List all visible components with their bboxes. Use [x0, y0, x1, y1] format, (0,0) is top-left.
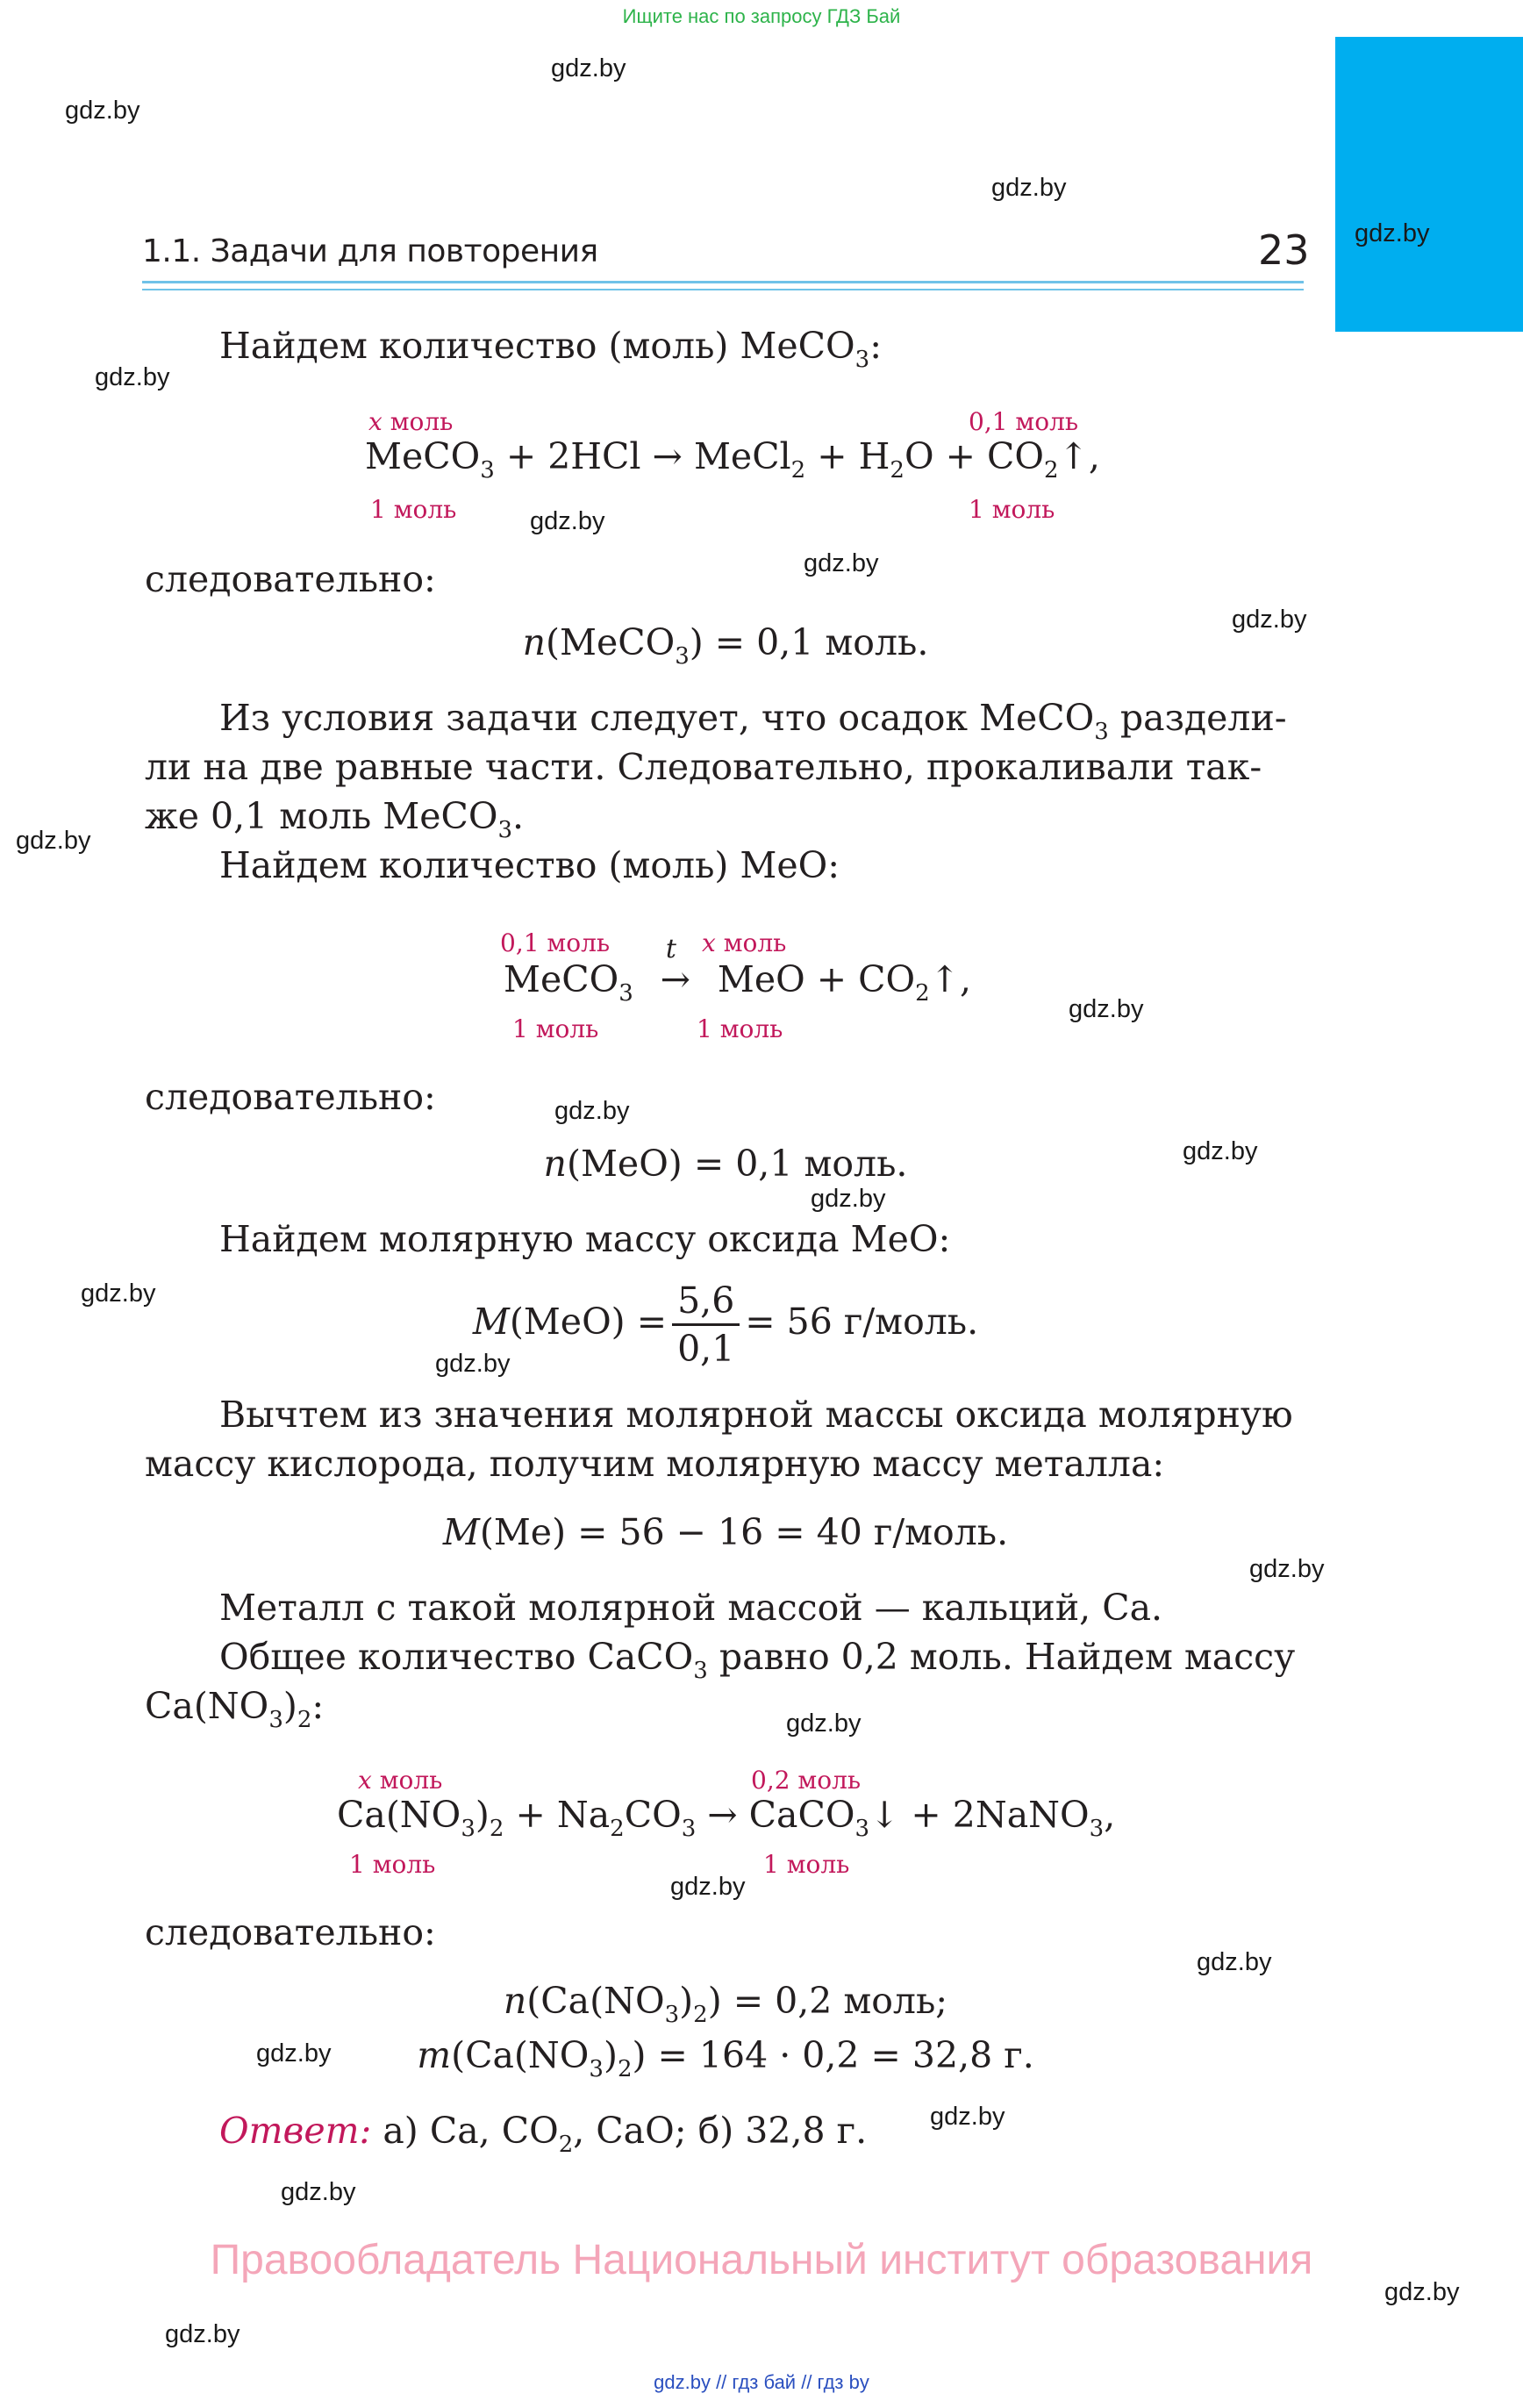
answer: Ответ: а) Ca, $CO_2$, CaO; б) 32,8 г. — [219, 2110, 868, 2158]
watermark: gdz.by — [81, 1279, 156, 1308]
watermark: gdz.by — [16, 827, 91, 855]
mol-label: 1 моль — [697, 1014, 783, 1043]
watermark: gdz.by — [1355, 219, 1430, 247]
header-rule — [142, 289, 1304, 290]
watermark: gdz.by — [1249, 1555, 1325, 1583]
page-number: 23 — [1258, 226, 1310, 274]
running-header-title: 1.1. Задачи для повторения — [142, 233, 598, 269]
answer-label: Ответ: — [219, 2110, 372, 2152]
mol-label: x моль — [368, 407, 454, 436]
footer-links[interactable]: gdz.by // гдз бай // гдз by — [654, 2371, 869, 2393]
result-equation: n(MeO) = 0,1 моль. — [543, 1143, 908, 1185]
paragraph: ли на две равные части. Следовательно, прокаливали так- — [145, 746, 1262, 788]
watermark: gdz.by — [281, 2178, 356, 2206]
paragraph: Найдем количество (моль) MeCO$_3$: — [219, 325, 883, 373]
result-equation: n(MeCO$_3$) = 0,1 моль. — [522, 621, 929, 670]
paragraph: Найдем молярную массу оксида MeO: — [219, 1218, 951, 1260]
reaction-equation: MeCO$_3$ + 2HCl → MeCl$_2$ + $H_2O$ + $CO_2↑$, — [365, 435, 1100, 484]
result-equation: M(MeO) = $\frac{5,6}{0,1}$ = 56 г/моль. — [472, 1279, 979, 1370]
header-rule — [142, 281, 1304, 283]
watermark: gdz.by — [435, 1350, 511, 1378]
result-equation: $n(Ca(NO_3)_2) = 0,2$ моль; — [503, 1980, 948, 2028]
mol-label: 1 моль — [763, 1850, 850, 1879]
watermark: gdz.by — [811, 1185, 886, 1213]
copyright-notice: Правообладатель Национальный институт образования — [210, 2237, 1313, 2283]
watermark: gdz.by — [554, 1097, 630, 1125]
reaction-equation: $Ca(NO_3)_2 + Na_2CO_3$ → CaCO$_3$↓ + 2NaNO$_3$, — [337, 1794, 1116, 1842]
watermark: gdz.by — [1069, 995, 1144, 1023]
paragraph: массу кислорода, получим молярную массу металла: — [145, 1443, 1165, 1485]
watermark: gdz.by — [1232, 606, 1307, 634]
watermark: gdz.by — [551, 54, 626, 82]
paragraph: следовательно: — [145, 1076, 436, 1118]
mol-label: 1 моль — [969, 495, 1055, 524]
chapter-tab — [1335, 37, 1523, 332]
mol-label: 0,1 моль — [969, 407, 1079, 436]
mol-label: 1 моль — [512, 1014, 599, 1043]
result-equation: $m(Ca(NO_3)_2) = 164 \cdot 0,2 = 32,8$ г. — [417, 2034, 1034, 2082]
mol-label: x моль — [358, 1766, 443, 1795]
paragraph: следовательно: — [145, 558, 436, 600]
reaction-equation: MeCO$_3$ → t MeO + $CO_2↑$, — [504, 934, 972, 1007]
watermark: gdz.by — [530, 507, 605, 535]
mol-label: x моль — [702, 928, 787, 957]
paragraph: Общее количество CaCO$_3$ равно 0,2 моль. Найдем массу — [219, 1636, 1296, 1684]
watermark: gdz.by — [65, 97, 140, 125]
paragraph: же 0,1 моль MeCO$_3$. — [145, 795, 525, 843]
paragraph: $Ca(NO_3)_2$: — [145, 1685, 325, 1733]
watermark: gdz.by — [256, 2039, 332, 2068]
watermark: gdz.by — [95, 363, 170, 391]
watermark: gdz.by — [1384, 2278, 1460, 2306]
paragraph: следовательно: — [145, 1911, 436, 1953]
mol-label: 1 моль — [349, 1850, 436, 1879]
result-equation: M(Me) = 56 − 16 = 40 г/моль. — [442, 1511, 1009, 1553]
watermark: gdz.by — [670, 1873, 746, 1901]
watermark: gdz.by — [1197, 1948, 1272, 1976]
paragraph: Металл с такой молярной массой — кальций, Ca. — [219, 1587, 1163, 1629]
mol-label: 1 моль — [370, 495, 457, 524]
top-banner[interactable]: Ищите нас по запросу ГДЗ Бай — [622, 5, 901, 27]
watermark: gdz.by — [786, 1709, 862, 1738]
paragraph: Вычтем из значения молярной массы оксида молярную — [219, 1394, 1293, 1436]
watermark: gdz.by — [991, 174, 1067, 202]
watermark: gdz.by — [1183, 1137, 1258, 1165]
paragraph: Найдем количество (моль) MeO: — [219, 844, 840, 886]
mol-label: 0,1 моль — [500, 928, 611, 957]
watermark: gdz.by — [930, 2103, 1005, 2131]
mol-label: 0,2 моль — [751, 1766, 862, 1795]
paragraph: Из условия задачи следует, что осадок MeCO$_3$ раздели- — [219, 697, 1287, 745]
watermark: gdz.by — [165, 2320, 240, 2348]
watermark: gdz.by — [804, 549, 879, 577]
